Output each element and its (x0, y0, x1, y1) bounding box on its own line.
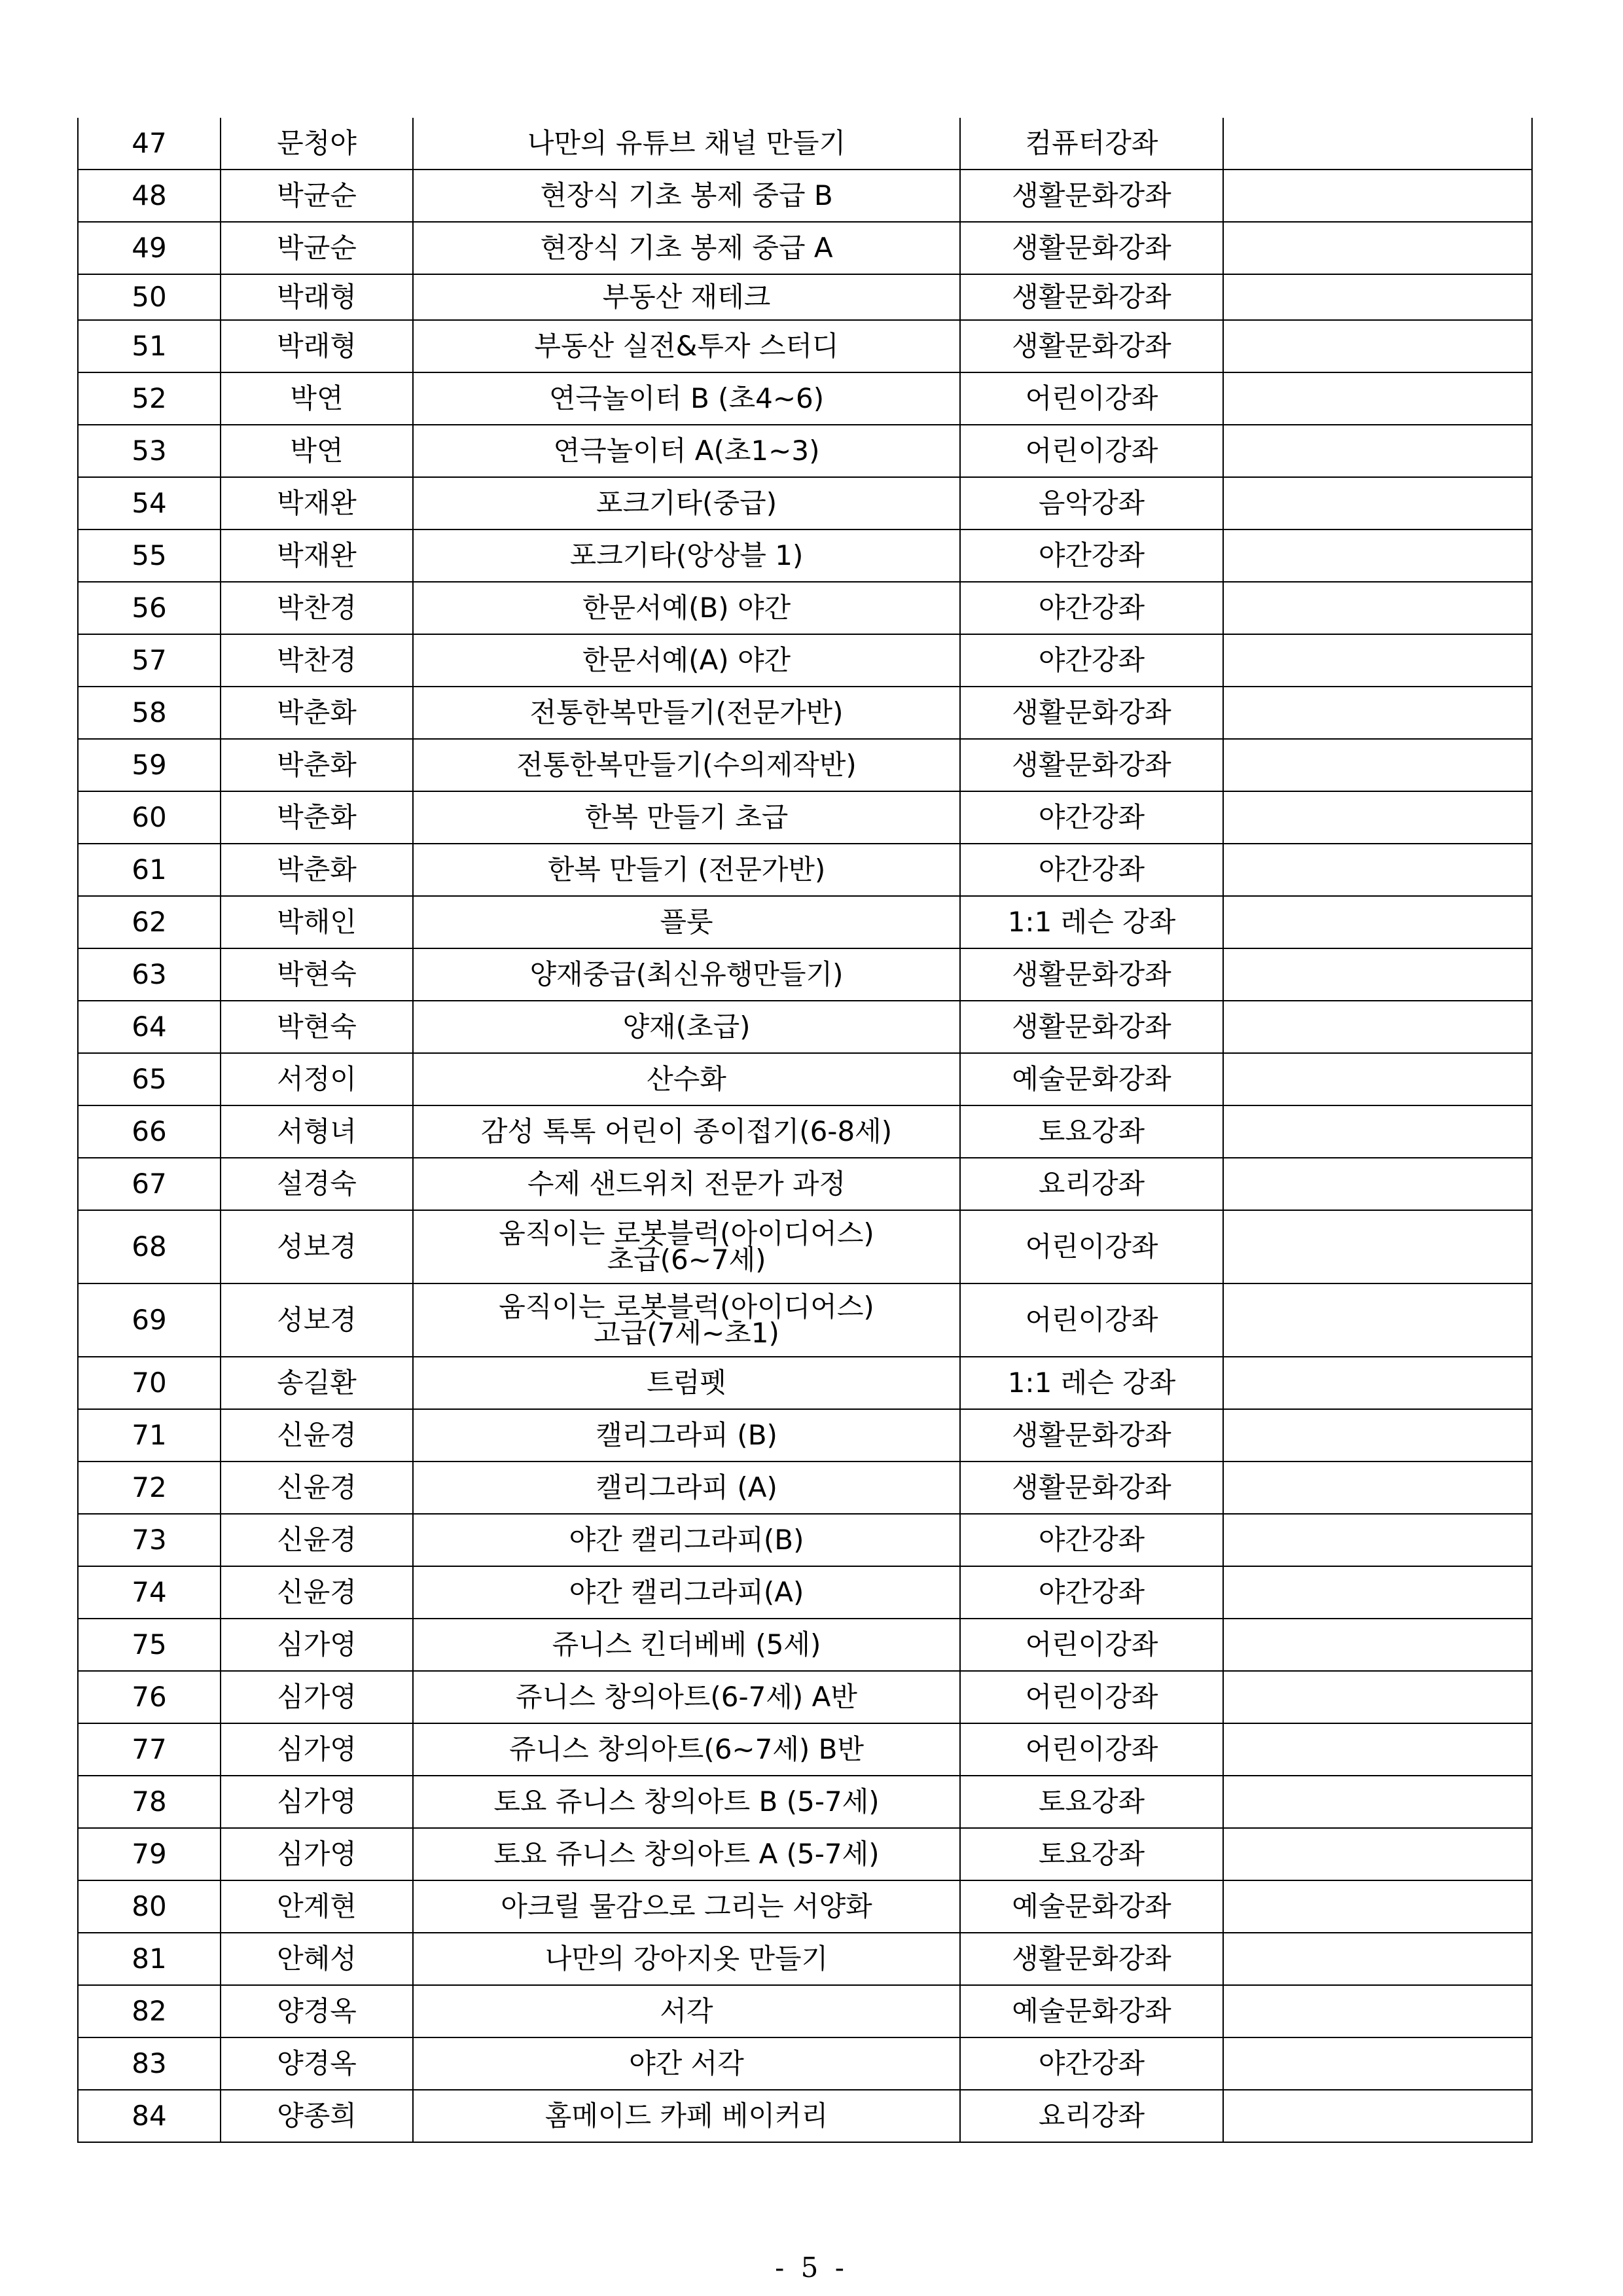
memo-cell (1223, 1158, 1532, 1210)
category-cell: 컴퓨터강좌 (960, 118, 1223, 170)
table-row (78, 1283, 1532, 1357)
table-row (78, 477, 1532, 529)
instructor-cell: 박균순 (221, 170, 413, 222)
instructor-cell: 양경옥 (221, 2037, 413, 2090)
row-number-cell: 53 (78, 425, 221, 477)
course-title-line: 현장식 기초 봉제 중급 A (540, 232, 833, 264)
table-row (78, 1409, 1532, 1462)
memo-cell (1223, 1723, 1532, 1776)
row-number-cell: 81 (78, 1933, 221, 1985)
table-row (78, 1671, 1532, 1723)
course-title-line: 캘리그라피 (B) (596, 1419, 777, 1451)
page-number: - 5 - (775, 2251, 848, 2284)
table-row (78, 948, 1532, 1001)
course-title-line: 포크기타(중급) (596, 487, 777, 519)
table-row (78, 1985, 1532, 2037)
row-number-cell: 49 (78, 222, 221, 274)
course-title-cell (413, 1985, 960, 2037)
course-title-cell (413, 1210, 960, 1283)
instructor-cell: 안혜성 (221, 1933, 413, 1985)
memo-cell (1223, 425, 1532, 477)
row-number-cell: 78 (78, 1776, 221, 1828)
table-row (78, 320, 1532, 372)
memo-cell (1223, 1001, 1532, 1053)
memo-cell (1223, 222, 1532, 274)
category-cell: 생활문화강좌 (960, 1409, 1223, 1462)
course-title-line: 쥬니스 창의아트(6-7세) A반 (516, 1681, 857, 1713)
course-title-line: 아크릴 물감으로 그리는 서양화 (501, 1890, 872, 1922)
course-title-cell (413, 320, 960, 372)
instructor-cell: 신윤경 (221, 1462, 413, 1514)
category-cell: 야간강좌 (960, 844, 1223, 896)
course-title-line: 산수화 (647, 1063, 726, 1095)
table-row (78, 844, 1532, 896)
memo-cell (1223, 1283, 1532, 1357)
category-cell: 야간강좌 (960, 1566, 1223, 1619)
table-row (78, 118, 1532, 170)
category-cell: 음악강좌 (960, 477, 1223, 529)
table-row (78, 529, 1532, 582)
memo-cell (1223, 170, 1532, 222)
row-number-cell: 54 (78, 477, 221, 529)
category-cell: 야간강좌 (960, 2037, 1223, 2090)
course-title-cell (413, 1933, 960, 1985)
table-row (78, 1723, 1532, 1776)
category-cell: 어린이강좌 (960, 1283, 1223, 1357)
memo-cell (1223, 320, 1532, 372)
course-title-cell (413, 1158, 960, 1210)
course-title-line: 야간 캘리그라피(A) (569, 1576, 804, 1608)
category-cell: 생활문화강좌 (960, 687, 1223, 739)
memo-cell (1223, 582, 1532, 634)
instructor-cell: 박춘화 (221, 844, 413, 896)
course-title-line: 플룻 (660, 906, 713, 938)
instructor-cell: 박찬경 (221, 634, 413, 687)
category-cell: 어린이강좌 (960, 372, 1223, 425)
memo-cell (1223, 2090, 1532, 2142)
row-number-cell: 83 (78, 2037, 221, 2090)
memo-cell (1223, 1880, 1532, 1933)
instructor-cell: 심가영 (221, 1619, 413, 1671)
table-row (78, 1357, 1532, 1409)
row-number-cell: 51 (78, 320, 221, 372)
row-number-cell: 52 (78, 372, 221, 425)
memo-cell (1223, 1462, 1532, 1514)
category-cell: 1:1 레슨 강좌 (960, 1357, 1223, 1409)
category-cell: 생활문화강좌 (960, 170, 1223, 222)
course-title-cell (413, 634, 960, 687)
memo-cell (1223, 529, 1532, 582)
course-title-cell (413, 1566, 960, 1619)
course-title-cell (413, 791, 960, 844)
row-number-cell: 82 (78, 1985, 221, 2037)
instructor-cell: 서정이 (221, 1053, 413, 1105)
memo-cell (1223, 687, 1532, 739)
row-number-cell: 50 (78, 274, 221, 320)
course-title-cell (413, 739, 960, 791)
memo-cell (1223, 2037, 1532, 2090)
memo-cell (1223, 1776, 1532, 1828)
memo-cell (1223, 1671, 1532, 1723)
course-title-line: 한문서예(A) 야간 (582, 644, 791, 676)
course-title-cell (413, 1723, 960, 1776)
course-title-cell (413, 1001, 960, 1053)
course-title-line: 야간 서각 (629, 2047, 744, 2079)
row-number-cell: 84 (78, 2090, 221, 2142)
instructor-cell: 심가영 (221, 1776, 413, 1828)
course-title-line: 부동산 재테크 (602, 281, 771, 313)
instructor-cell: 박해인 (221, 896, 413, 948)
course-title-cell (413, 170, 960, 222)
category-cell: 어린이강좌 (960, 1210, 1223, 1283)
instructor-cell: 박현숙 (221, 948, 413, 1001)
instructor-cell: 심가영 (221, 1671, 413, 1723)
memo-cell (1223, 1105, 1532, 1158)
category-cell: 생활문화강좌 (960, 739, 1223, 791)
course-title-line: 고급(7세~초1) (594, 1317, 779, 1349)
table-row (78, 1105, 1532, 1158)
instructor-cell: 신윤경 (221, 1514, 413, 1566)
instructor-cell: 심가영 (221, 1723, 413, 1776)
row-number-cell: 71 (78, 1409, 221, 1462)
memo-cell (1223, 844, 1532, 896)
row-number-cell: 79 (78, 1828, 221, 1880)
row-number-cell: 72 (78, 1462, 221, 1514)
course-roster-body (78, 118, 1532, 2142)
table-row (78, 687, 1532, 739)
table-row (78, 1210, 1532, 1283)
row-number-cell: 80 (78, 1880, 221, 1933)
instructor-cell: 박춘화 (221, 791, 413, 844)
category-cell: 어린이강좌 (960, 1723, 1223, 1776)
table-row (78, 1619, 1532, 1671)
table-row (78, 372, 1532, 425)
course-title-line: 부동산 실전&투자 스터디 (534, 330, 839, 362)
memo-cell (1223, 1566, 1532, 1619)
row-number-cell: 66 (78, 1105, 221, 1158)
table-row (78, 222, 1532, 274)
row-number-cell: 58 (78, 687, 221, 739)
row-number-cell: 70 (78, 1357, 221, 1409)
memo-cell (1223, 1514, 1532, 1566)
table-row (78, 1158, 1532, 1210)
category-cell: 생활문화강좌 (960, 1462, 1223, 1514)
table-row (78, 1001, 1532, 1053)
instructor-cell: 성보경 (221, 1210, 413, 1283)
category-cell: 생활문화강좌 (960, 222, 1223, 274)
row-number-cell: 65 (78, 1053, 221, 1105)
course-title-line: 전통한복만들기(전문가반) (529, 696, 844, 728)
course-title-cell (413, 948, 960, 1001)
course-title-cell (413, 529, 960, 582)
row-number-cell: 77 (78, 1723, 221, 1776)
course-title-cell (413, 1283, 960, 1357)
category-cell: 야간강좌 (960, 791, 1223, 844)
course-title-line: 현장식 기초 봉제 중급 B (540, 179, 833, 211)
row-number-cell: 47 (78, 118, 221, 170)
table-row (78, 1514, 1532, 1566)
memo-cell (1223, 791, 1532, 844)
memo-cell (1223, 118, 1532, 170)
course-title-line: 서각 (660, 1995, 713, 2027)
category-cell: 생활문화강좌 (960, 274, 1223, 320)
row-number-cell: 60 (78, 791, 221, 844)
memo-cell (1223, 1357, 1532, 1409)
row-number-cell: 75 (78, 1619, 221, 1671)
course-title-cell (413, 372, 960, 425)
category-cell: 생활문화강좌 (960, 1001, 1223, 1053)
course-title-line: 캘리그라피 (A) (596, 1471, 777, 1503)
instructor-cell: 박재완 (221, 529, 413, 582)
table-row (78, 1462, 1532, 1514)
row-number-cell: 57 (78, 634, 221, 687)
category-cell: 야간강좌 (960, 529, 1223, 582)
table-row (78, 170, 1532, 222)
row-number-cell: 62 (78, 896, 221, 948)
row-number-cell: 74 (78, 1566, 221, 1619)
memo-cell (1223, 1933, 1532, 1985)
course-title-line: 초급(6~7세) (607, 1244, 766, 1276)
instructor-cell: 박춘화 (221, 739, 413, 791)
memo-cell (1223, 274, 1532, 320)
course-title-cell (413, 222, 960, 274)
course-title-line: 연극놀이터 A(초1~3) (553, 435, 820, 467)
course-title-line: 야간 캘리그라피(B) (569, 1524, 804, 1556)
instructor-cell: 서형녀 (221, 1105, 413, 1158)
table-row (78, 2037, 1532, 2090)
row-number-cell: 63 (78, 948, 221, 1001)
course-title-line: 양재(초급) (622, 1011, 751, 1043)
course-title-line: 수제 샌드위치 전문가 과정 (527, 1168, 846, 1200)
course-title-line: 양재중급(최신유행만들기) (529, 958, 844, 990)
instructor-cell: 박현숙 (221, 1001, 413, 1053)
course-title-line: 연극놀이터 B (초4~6) (548, 382, 825, 414)
course-title-cell (413, 582, 960, 634)
category-cell: 어린이강좌 (960, 425, 1223, 477)
memo-cell (1223, 1409, 1532, 1462)
memo-cell (1223, 1053, 1532, 1105)
course-title-line: 전통한복만들기(수의제작반) (516, 749, 857, 781)
course-title-cell (413, 1357, 960, 1409)
instructor-cell: 안계현 (221, 1880, 413, 1933)
course-title-line: 움직이는 로봇블럭(아이디어스) (499, 1217, 874, 1249)
instructor-cell: 박재완 (221, 477, 413, 529)
instructor-cell: 박래형 (221, 320, 413, 372)
course-roster-table (77, 118, 1533, 2143)
course-title-cell (413, 274, 960, 320)
course-title-cell (413, 118, 960, 170)
course-title-cell (413, 425, 960, 477)
table-row (78, 634, 1532, 687)
table-row (78, 1828, 1532, 1880)
memo-cell (1223, 948, 1532, 1001)
instructor-cell: 박춘화 (221, 687, 413, 739)
table-row (78, 1776, 1532, 1828)
course-title-line: 나만의 강아지옷 만들기 (544, 1943, 829, 1975)
category-cell: 토요강좌 (960, 1828, 1223, 1880)
course-title-cell (413, 2037, 960, 2090)
category-cell: 예술문화강좌 (960, 1880, 1223, 1933)
memo-cell (1223, 1985, 1532, 2037)
course-title-line: 나만의 유튜브 채널 만들기 (527, 127, 846, 159)
category-cell: 생활문화강좌 (960, 948, 1223, 1001)
category-cell: 1:1 레슨 강좌 (960, 896, 1223, 948)
course-title-line: 토요 쥬니스 창의아트 B (5-7세) (493, 1785, 880, 1818)
course-title-cell (413, 1105, 960, 1158)
row-number-cell: 55 (78, 529, 221, 582)
table-row (78, 2090, 1532, 2142)
course-title-cell (413, 844, 960, 896)
course-title-line: 쥬니스 창의아트(6~7세) B반 (508, 1733, 865, 1765)
course-title-cell (413, 1776, 960, 1828)
row-number-cell: 73 (78, 1514, 221, 1566)
category-cell: 어린이강좌 (960, 1619, 1223, 1671)
memo-cell (1223, 1210, 1532, 1283)
row-number-cell: 61 (78, 844, 221, 896)
course-title-cell (413, 1514, 960, 1566)
memo-cell (1223, 1619, 1532, 1671)
table-row (78, 1053, 1532, 1105)
row-number-cell: 59 (78, 739, 221, 791)
instructor-cell: 양경옥 (221, 1985, 413, 2037)
instructor-cell: 박찬경 (221, 582, 413, 634)
course-title-cell (413, 2090, 960, 2142)
course-title-cell (413, 687, 960, 739)
instructor-cell: 박연 (221, 372, 413, 425)
category-cell: 요리강좌 (960, 2090, 1223, 2142)
instructor-cell: 양종희 (221, 2090, 413, 2142)
category-cell: 생활문화강좌 (960, 1933, 1223, 1985)
category-cell: 예술문화강좌 (960, 1053, 1223, 1105)
table-row (78, 1933, 1532, 1985)
course-title-cell (413, 1053, 960, 1105)
row-number-cell: 69 (78, 1283, 221, 1357)
course-title-line: 토요 쥬니스 창의아트 A (5-7세) (493, 1838, 880, 1870)
table-row (78, 425, 1532, 477)
row-number-cell: 67 (78, 1158, 221, 1210)
category-cell: 토요강좌 (960, 1105, 1223, 1158)
category-cell: 요리강좌 (960, 1158, 1223, 1210)
course-title-line: 감성 톡톡 어린이 종이접기(6-8세) (480, 1115, 893, 1147)
category-cell: 야간강좌 (960, 1514, 1223, 1566)
course-title-line: 쥬니스 킨더베베 (5세) (552, 1628, 821, 1660)
instructor-cell: 설경숙 (221, 1158, 413, 1210)
category-cell: 예술문화강좌 (960, 1985, 1223, 2037)
course-title-cell (413, 1462, 960, 1514)
table-row (78, 1566, 1532, 1619)
category-cell: 어린이강좌 (960, 1671, 1223, 1723)
instructor-cell: 송길환 (221, 1357, 413, 1409)
course-title-cell (413, 1828, 960, 1880)
category-cell: 생활문화강좌 (960, 320, 1223, 372)
instructor-cell: 심가영 (221, 1828, 413, 1880)
row-number-cell: 56 (78, 582, 221, 634)
table-row (78, 896, 1532, 948)
course-title-cell (413, 1619, 960, 1671)
row-number-cell: 64 (78, 1001, 221, 1053)
instructor-cell: 신윤경 (221, 1409, 413, 1462)
table-row (78, 274, 1532, 320)
category-cell: 야간강좌 (960, 582, 1223, 634)
instructor-cell: 문청야 (221, 118, 413, 170)
course-title-cell (413, 1409, 960, 1462)
course-title-line: 홈메이드 카페 베이커리 (544, 2100, 829, 2132)
course-title-cell (413, 1671, 960, 1723)
row-number-cell: 48 (78, 170, 221, 222)
row-number-cell: 76 (78, 1671, 221, 1723)
instructor-cell: 성보경 (221, 1283, 413, 1357)
row-number-cell: 68 (78, 1210, 221, 1283)
instructor-cell: 박연 (221, 425, 413, 477)
table-row (78, 791, 1532, 844)
memo-cell (1223, 739, 1532, 791)
memo-cell (1223, 372, 1532, 425)
course-title-line: 트럼펫 (647, 1367, 726, 1399)
table-row (78, 1880, 1532, 1933)
course-title-cell (413, 1880, 960, 1933)
category-cell: 야간강좌 (960, 634, 1223, 687)
category-cell: 토요강좌 (960, 1776, 1223, 1828)
course-title-line: 포크기타(앙상블 1) (569, 539, 804, 571)
memo-cell (1223, 477, 1532, 529)
memo-cell (1223, 634, 1532, 687)
course-title-cell (413, 896, 960, 948)
memo-cell (1223, 1828, 1532, 1880)
course-title-line: 한복 만들기 초급 (584, 801, 789, 833)
table-row (78, 739, 1532, 791)
instructor-cell: 신윤경 (221, 1566, 413, 1619)
table-row (78, 582, 1532, 634)
instructor-cell: 박균순 (221, 222, 413, 274)
course-title-line: 한복 만들기 (전문가반) (547, 853, 826, 886)
course-title-line: 움직이는 로봇블럭(아이디어스) (499, 1291, 874, 1323)
course-title-cell (413, 477, 960, 529)
course-title-line: 한문서예(B) 야간 (582, 592, 791, 624)
instructor-cell: 박래형 (221, 274, 413, 320)
memo-cell (1223, 896, 1532, 948)
